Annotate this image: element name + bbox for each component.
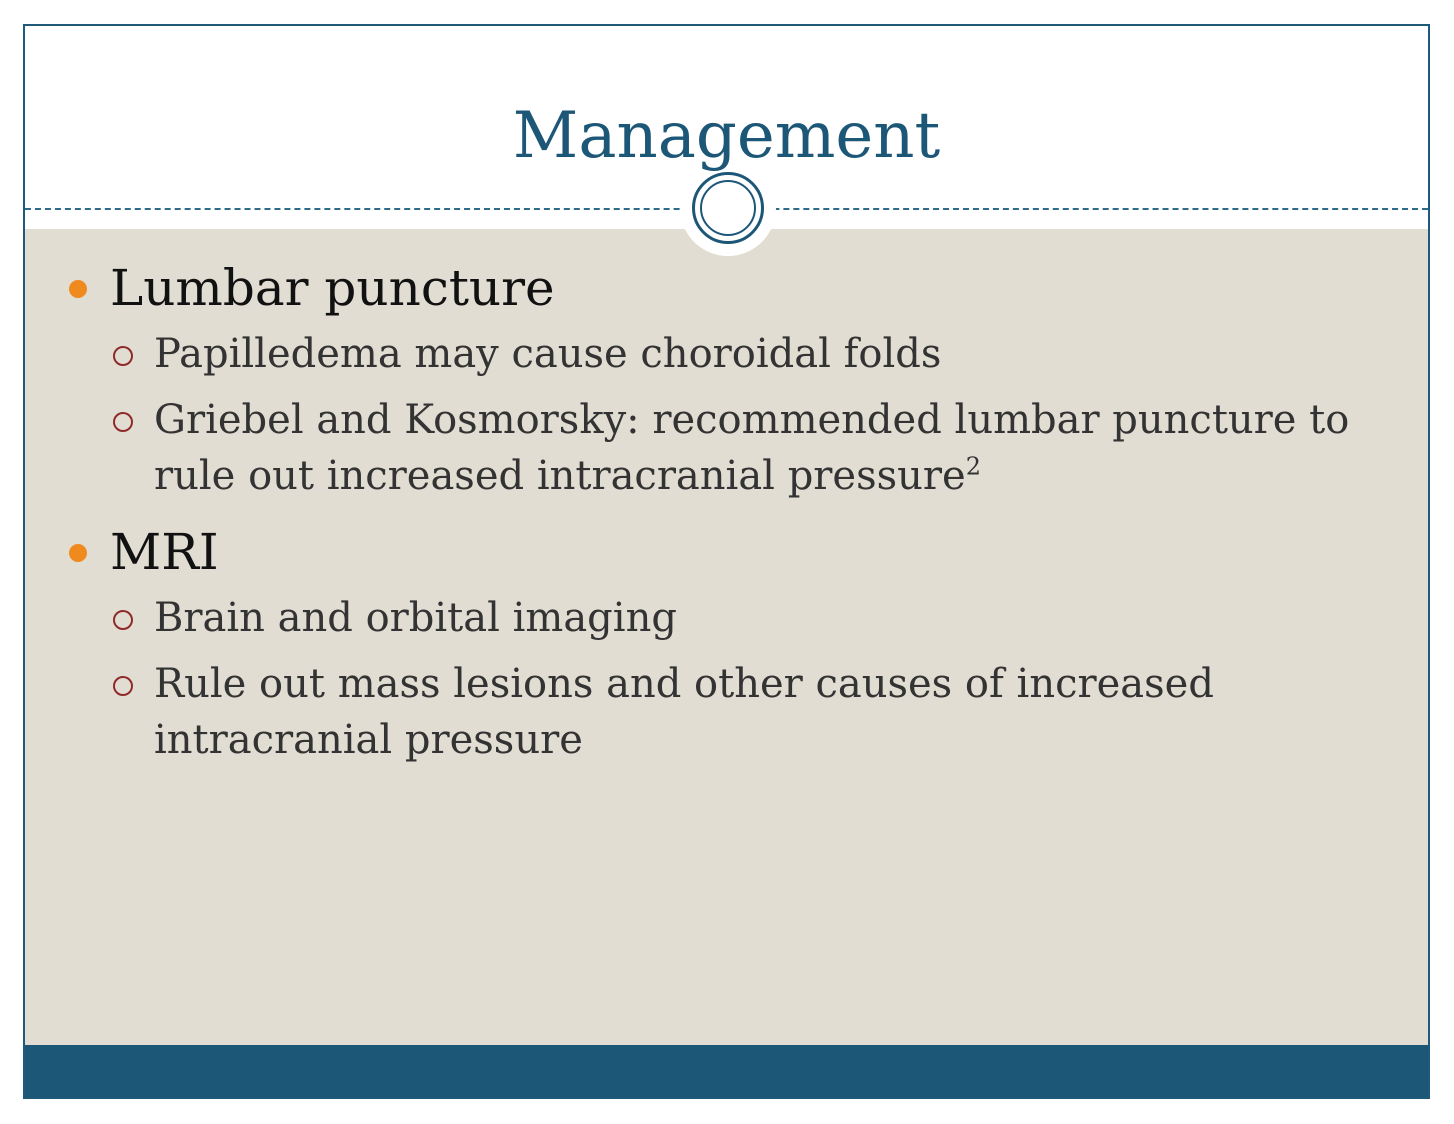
bullet-lumbar-puncture: [25, 258, 1428, 318]
sub-bullet-item: [25, 392, 1428, 504]
citation-superscript: 2: [965, 452, 981, 481]
bullet-list: [25, 258, 1428, 768]
bullet-mri: [25, 522, 1428, 582]
hollow-bullet-icon: [113, 676, 133, 696]
sub-bullet-item: [25, 326, 1428, 382]
orange-bullet-icon: [69, 544, 87, 562]
slide: [23, 24, 1430, 1099]
slide-title: Management: [512, 99, 941, 173]
bullet-heading: MRI: [110, 523, 219, 581]
sub-bullet-text: Brain and orbital imaging: [154, 595, 677, 641]
orange-bullet-icon: [69, 280, 87, 298]
sub-bullet-item: [25, 590, 1428, 646]
sub-bullet-item: [25, 656, 1428, 768]
sub-bullet-text: Rule out mass lesions and other causes of increased intracranial pressure: [154, 661, 1214, 763]
hollow-bullet-icon: [113, 412, 133, 432]
hollow-bullet-icon: [113, 610, 133, 630]
bullet-heading: Lumbar puncture: [110, 259, 555, 317]
sub-bullet-text: Papilledema may cause choroidal folds: [154, 331, 942, 377]
hollow-bullet-icon: [113, 346, 133, 366]
sub-bullet-text: Griebel and Kosmorsky: recommended lumbar puncture to rule out increased intracranial pressure: [154, 397, 1350, 499]
footer-bar: [25, 1045, 1428, 1097]
